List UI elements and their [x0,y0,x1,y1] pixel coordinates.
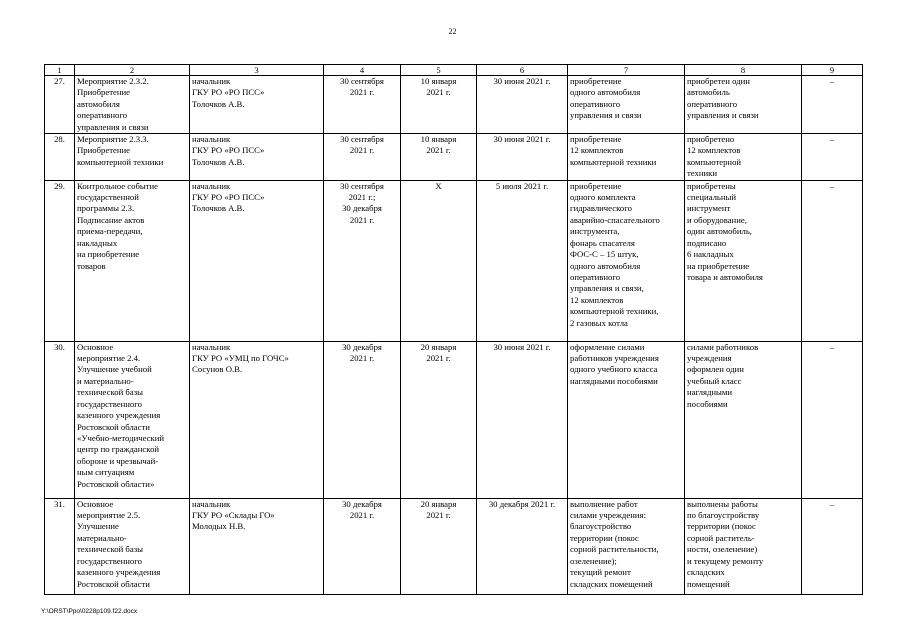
event-name-line: казенного учреждения [77,410,161,421]
event-name-line: Основное [77,498,114,509]
actual-result-line: пособиями [687,398,728,409]
actual-result-line: учреждения [687,353,732,364]
actual-date-cell [477,180,568,341]
responsible-person-cell [190,180,324,341]
event-name-line: накладных [77,237,118,248]
column-header: 8 [685,65,802,76]
row-number-text: 29. [54,180,65,191]
planned-date-line: 10 января [420,76,457,86]
responsible-person-line: Толочков А.В. [192,203,245,214]
note-text: – [829,498,835,509]
actual-date-cell [477,76,568,134]
actual-date-line: 30 июня 2021 г. [493,76,551,86]
event-name-line: мероприятие 2.4. [77,353,141,364]
note-text: – [829,341,835,352]
event-name-cell [75,180,190,341]
event-name-cell [75,134,190,181]
planned-result-line: благоустройство [570,521,632,532]
table-row [45,134,863,181]
column-header: 3 [190,65,324,76]
row-number-cell [45,180,75,341]
row-number-text: 27. [54,76,65,86]
planned-date-line: 2021 г. [426,510,451,521]
note-text: – [829,76,835,86]
column-header: 4 [324,65,401,76]
actual-date-cell [477,134,568,181]
event-name-line: Улучшение [77,521,119,532]
planned-result-line: оперативного [570,98,621,109]
event-name-line: приема-передачи, [77,226,143,237]
planned-result-cell [568,498,685,594]
planned-date-line: 2021 г. [426,87,451,98]
event-name-line: управления и связи [77,121,149,132]
actual-result-line: приобретены [687,180,736,191]
event-name-line: ным ситуациям [77,467,135,478]
responsible-person-line: ГКУ РО «УМЦ по ГОЧС» [192,353,289,364]
planned-result-cell [568,134,685,181]
note-text: – [829,180,835,191]
planned-result-line: инструмента, [570,226,620,237]
responsible-person-line: ГКУ РО «РО ПСС» [192,145,265,156]
planned-result-cell [568,76,685,134]
planned-result-line: 2 газовых котла [570,317,628,328]
responsible-person-line: Толочков А.В. [192,98,245,109]
actual-result-line: территории (покос [687,521,756,532]
column-header: 7 [568,65,685,76]
planned-date-cell [401,76,477,134]
event-name-line: материально- [77,532,127,543]
planned-date-cell [401,180,477,341]
actual-result-line: приобретено [687,134,735,145]
responsible-person-line: Молодых Н.В. [192,521,246,532]
row-number-text: 31. [54,498,65,509]
planned-result-line: одного комплекта [570,192,636,203]
planned-result-line: оформление силами [570,341,645,352]
planned-result-line: текущий ремонт [570,567,631,578]
start-date-line: 30 сентября [340,76,384,86]
start-date-line: 2021 г. [349,510,375,521]
event-name-cell [75,498,190,594]
column-header: 9 [802,65,863,76]
planned-result-line: управления и связи, [570,283,644,294]
column-header: 5 [401,65,477,76]
start-date-line: 2021 г. [349,87,375,98]
actual-result-line: товара и автомобиля [687,271,763,282]
planned-result-line: 12 комплектов [570,145,624,156]
event-name-line: на приобретение [77,249,140,260]
start-date-cell [324,498,401,594]
responsible-person-cell [190,498,324,594]
actual-date-line: 30 июня 2021 г. [493,341,551,352]
note-cell [802,498,863,594]
planned-date-line: 10 января [420,134,457,145]
start-date-line: 30 сентября [340,134,384,145]
event-name-line: Мероприятие 2.3.3. [77,134,149,145]
event-name-line: государственной [77,192,139,203]
actual-result-line: выполнены работы [687,498,758,509]
actual-result-line: техники [687,168,718,179]
actual-result-cell [685,180,802,341]
event-name-line: государственного [77,555,142,566]
actual-result-line: один автомобиль, [687,226,752,237]
responsible-person-cell [190,341,324,498]
event-name-line: товаров [77,260,106,271]
table-row [45,180,863,341]
planned-result-line: одного автомобиля [570,260,641,271]
planned-result-line: ФОС-С – 15 штук, [570,249,639,260]
responsible-person-cell [190,134,324,181]
start-date-cell [324,76,401,134]
note-text: – [829,134,835,145]
actual-result-line: приобретен один [687,76,750,86]
start-date-line: 2021 г.; [348,192,376,203]
planned-result-line: складских помещений [570,578,653,589]
row-number-cell [45,134,75,181]
column-header: 1 [45,65,75,76]
start-date-cell [324,341,401,498]
file-path-footer: Y:\ORST\Ppo\0228p109.f22.docx [41,608,138,615]
start-date-line: 30 декабря [342,341,382,352]
responsible-person-line: ГКУ РО «Склады ГО» [192,510,275,521]
column-header: 2 [75,65,190,76]
planned-date-cell [401,134,477,181]
actual-result-line: учебный класс [687,375,742,386]
row-number-cell [45,341,75,498]
start-date-line: 30 декабря [342,203,382,214]
start-date-line: 30 декабря [342,498,382,509]
event-name-line: Ростовской области [77,578,150,589]
actual-result-line: инструмент [687,203,731,214]
planned-date-cell [401,498,477,594]
actual-result-cell [685,134,802,181]
event-name-line: технической базы [77,544,143,555]
actual-result-cell [685,498,802,594]
actual-result-line: и оборудование, [687,214,747,225]
planned-result-line: силами учреждения: [570,510,646,521]
actual-result-line: автомобиль [687,87,730,98]
planned-result-cell [568,341,685,498]
column-header: 6 [477,65,568,76]
event-name-line: автомобиля [77,98,120,109]
actual-result-cell [685,76,802,134]
actual-result-line: управления и связи [687,110,759,121]
event-name-line: и материально- [77,375,134,386]
planned-result-line: сорной растительности, [570,544,659,555]
actual-result-line: сорной раститель- [687,532,755,543]
responsible-person-line: ГКУ РО «РО ПСС» [192,87,265,98]
actual-result-line: 12 комплектов [687,145,741,156]
actual-result-line: оформлен один [687,364,744,375]
planned-result-line: выполнение работ [570,498,638,509]
event-name-line: обороне и чрезвычай- [77,455,159,466]
event-name-line: технической базы [77,387,143,398]
planned-result-line: аварийно-спасательного [570,214,660,225]
actual-date-line: 30 июня 2021 г. [493,134,551,145]
start-date-cell [324,134,401,181]
actual-result-line: складских [687,567,725,578]
planned-result-cell [568,180,685,341]
actual-date-line: 30 декабря 2021 г. [488,498,556,509]
event-name-line: «Учебно-методический [77,432,165,443]
responsible-person-line: начальник [192,134,231,145]
actual-result-line: и текущему ремонту [687,555,764,566]
event-name-line: Приобретение [77,145,131,156]
planned-result-line: приобретение [570,134,622,145]
planned-result-line: одного учебного класса [570,364,658,375]
header-row [45,65,863,76]
start-date-cell [324,180,401,341]
actual-result-line: оперативного [687,98,738,109]
event-name-line: Ростовской области» [77,478,155,489]
planned-result-line: фонарь спасателя [570,237,635,248]
actual-date-line: 5 июля 2021 г. [495,180,549,191]
event-name-line: программы 2.3. [77,203,135,214]
actual-date-cell [477,498,568,594]
row-number-cell [45,498,75,594]
note-cell [802,134,863,181]
note-cell [802,341,863,498]
planned-result-line: наглядными пособиями [570,375,658,386]
planned-date-line: 2021 г. [426,145,451,156]
event-name-line: Подписание актов [77,214,145,225]
planned-result-line: озеленение); [570,555,617,566]
actual-result-line: подписано [687,237,727,248]
planned-result-line: приобретение [570,76,622,86]
table-row [45,341,863,498]
note-cell [802,76,863,134]
planned-result-line: 12 комплектов [570,294,624,305]
event-name-line: оперативного [77,110,128,121]
actual-result-line: компьютерной [687,156,742,167]
row-number-text: 30. [54,341,65,352]
planned-result-line: работников учреждения [570,353,659,364]
event-name-line: Контрольное событие [77,180,159,191]
actual-date-cell [477,341,568,498]
actual-result-line: ности, озеленение) [687,544,758,555]
responsible-person-line: начальник [192,180,231,191]
actual-result-cell [685,341,802,498]
planned-date-line: 20 января [420,498,457,509]
start-date-line: 30 сентября [340,180,384,191]
planned-date-line: X [435,180,442,191]
page-number: 22 [448,27,457,36]
responsible-person-line: начальник [192,498,231,509]
event-name-line: Улучшение учебной [77,364,152,375]
event-name-cell [75,341,190,498]
actual-result-line: 6 накладных [687,249,734,260]
actual-result-line: по благоустройству [687,510,760,521]
event-name-line: мероприятие 2.5. [77,510,141,521]
planned-result-line: гидравлического [570,203,632,214]
actual-result-line: на приобретение [687,260,750,271]
responsible-person-line: начальник [192,76,231,86]
event-name-line: казенного учреждения [77,567,161,578]
planned-date-cell [401,341,477,498]
planned-result-line: территории (покос [570,532,639,543]
planned-result-line: приобретение [570,180,622,191]
responsible-person-line: ГКУ РО «РО ПСС» [192,192,265,203]
event-name-line: государственного [77,398,142,409]
planned-result-line: управления и связи [570,110,642,121]
actual-result-line: силами работников [687,341,759,352]
responsible-person-cell [190,76,324,134]
note-cell [802,180,863,341]
row-number-cell [45,76,75,134]
event-name-line: Приобретение [77,87,131,98]
actual-result-line: специальный [687,192,737,203]
planned-date-line: 2021 г. [426,353,451,364]
responsible-person-line: Толочков А.В. [192,156,245,167]
event-name-line: Ростовской области [77,421,150,432]
event-name-cell [75,76,190,134]
event-name-line: Основное [77,341,114,352]
schedule-table [44,64,863,595]
planned-date-line: 20 января [420,341,457,352]
row-number-text: 28. [54,134,65,145]
planned-result-line: одного автомобиля [570,87,641,98]
table-row [45,76,863,134]
event-name-line: центр по гражданской [77,444,160,455]
start-date-line: 2021 г. [349,214,375,225]
responsible-person-line: Сосунов О.В. [192,364,243,375]
table-row [45,498,863,594]
responsible-person-line: начальник [192,341,231,352]
planned-result-line: компьютерной техники, [570,306,659,317]
planned-result-line: компьютерной техники [570,156,657,167]
actual-result-line: помещений [687,578,730,589]
start-date-line: 2021 г. [349,145,375,156]
actual-result-line: наглядными [687,387,733,398]
planned-result-line: оперативного [570,271,621,282]
start-date-line: 2021 г. [349,353,375,364]
event-name-line: компьютерной техники [77,156,164,167]
event-name-line: Мероприятие 2.3.2. [77,76,149,86]
